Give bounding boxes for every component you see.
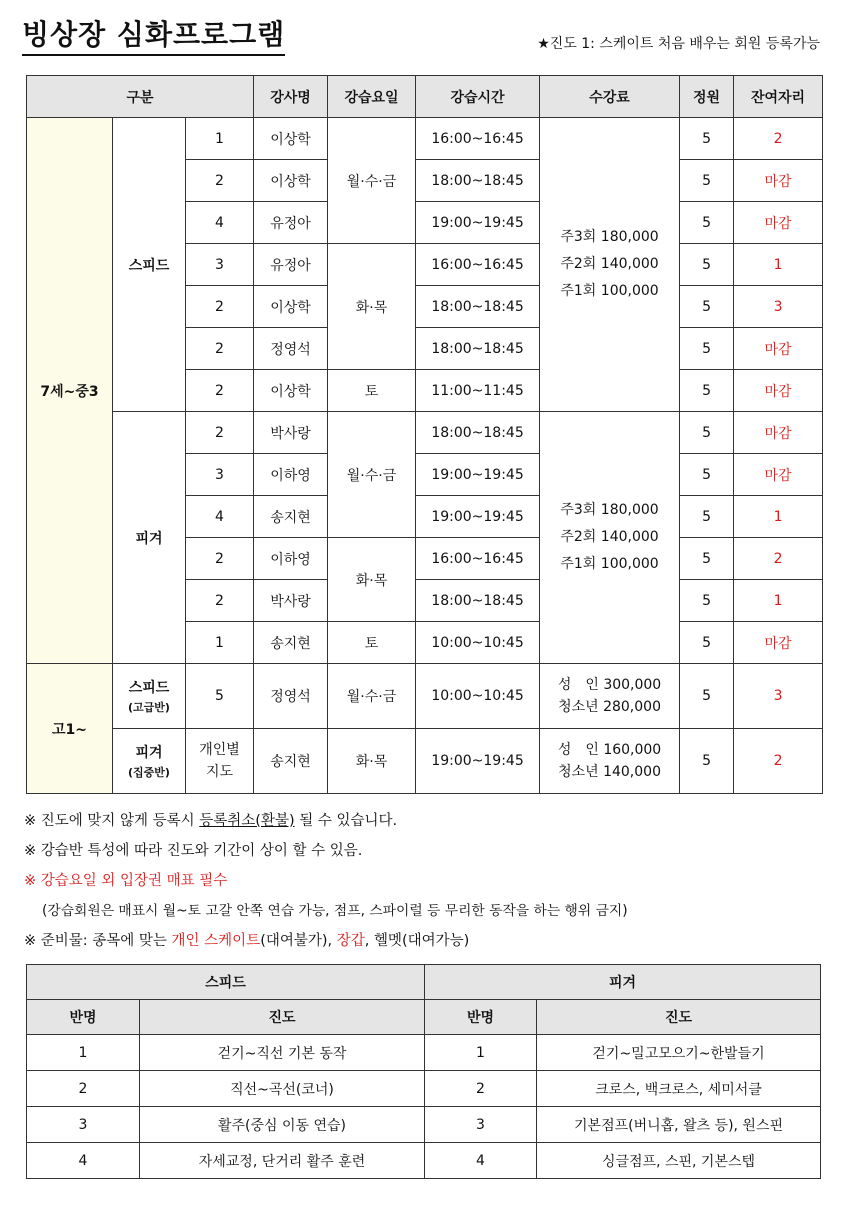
level-cell: 5 <box>186 664 254 729</box>
remaining-cell: 1 <box>734 244 823 286</box>
fee-line: 성 인 160,000 <box>557 742 662 758</box>
instructor-cell: 박사랑 <box>254 580 328 622</box>
class-cell: 1 <box>27 1035 140 1071</box>
fee-line: 주1회 100,000 <box>560 556 659 572</box>
category-label: 피겨 <box>135 745 163 761</box>
instructor-cell: 유정아 <box>254 202 328 244</box>
capacity-cell: 5 <box>680 622 734 664</box>
instructor-cell: 이상학 <box>254 286 328 328</box>
time-cell: 16:00~16:45 <box>416 244 540 286</box>
class-cell: 4 <box>425 1143 537 1179</box>
days-cell: 월·수·금 <box>328 118 416 244</box>
capacity-cell: 5 <box>680 286 734 328</box>
progress-cell: 직선~곡선(코너) <box>140 1071 425 1107</box>
level-cell: 1 <box>186 622 254 664</box>
time-cell: 19:00~19:45 <box>416 729 540 794</box>
days-cell: 화·목 <box>328 729 416 794</box>
level-cell: 1 <box>186 118 254 160</box>
fee-line: 청소년 280,000 <box>558 699 661 715</box>
note-text: ※ 준비물: 종목에 맞는 <box>24 933 172 949</box>
level-cell: 4 <box>186 202 254 244</box>
remaining-cell: 마감 <box>734 412 823 454</box>
capacity-cell: 5 <box>680 370 734 412</box>
notes-block <box>24 806 628 956</box>
fee-line: 성 인 300,000 <box>557 677 662 693</box>
progress-speed-title: 스피드 <box>27 965 425 1000</box>
instructor-cell: 유정아 <box>254 244 328 286</box>
time-cell: 11:00~11:45 <box>416 370 540 412</box>
fee-line: 주3회 180,000 <box>560 229 659 245</box>
category-speed-advanced <box>113 664 186 729</box>
fee-cell-intensive <box>540 729 680 794</box>
class-cell: 2 <box>425 1071 537 1107</box>
time-cell: 16:00~16:45 <box>416 118 540 160</box>
capacity-cell: 5 <box>680 202 734 244</box>
instructor-cell: 송지현 <box>254 622 328 664</box>
fee-line: 청소년 140,000 <box>558 764 661 780</box>
fee-line: 주2회 140,000 <box>560 256 659 272</box>
level-cell: 2 <box>186 412 254 454</box>
level-cell: 2 <box>186 328 254 370</box>
fee-line: 주2회 140,000 <box>560 529 659 545</box>
capacity-cell: 5 <box>680 729 734 794</box>
progress-cell: 활주(중심 이동 연습) <box>140 1107 425 1143</box>
category-speed: 스피드 <box>113 118 186 412</box>
level-cell: 2 <box>186 538 254 580</box>
level-cell: 2 <box>186 580 254 622</box>
remaining-cell: 3 <box>734 664 823 729</box>
page-title: 빙상장 심화프로그램 <box>22 18 285 56</box>
note-text: (대여불가), <box>260 933 337 949</box>
days-cell: 토 <box>328 370 416 412</box>
header-remaining: 잔여자리 <box>734 76 823 118</box>
remaining-cell: 마감 <box>734 328 823 370</box>
days-cell: 화·목 <box>328 244 416 370</box>
level-cell: 3 <box>186 454 254 496</box>
days-cell: 월·수·금 <box>328 412 416 538</box>
level-cell: 개인별 지도 <box>186 729 254 794</box>
note-line: ※ 강습요일 외 입장권 매표 필수 <box>24 873 228 889</box>
age-group-high: 고1~ <box>27 664 113 794</box>
capacity-cell: 5 <box>680 412 734 454</box>
level-cell: 2 <box>186 160 254 202</box>
time-cell: 19:00~19:45 <box>416 454 540 496</box>
time-cell: 16:00~16:45 <box>416 538 540 580</box>
capacity-cell: 5 <box>680 328 734 370</box>
progress-cell: 싱글점프, 스핀, 기본스텝 <box>537 1143 821 1179</box>
category-sublabel: (고급반) <box>128 701 170 714</box>
remaining-cell: 2 <box>734 538 823 580</box>
note-underlined: 등록취소(환불) <box>199 813 295 829</box>
fee-line: 주3회 180,000 <box>560 502 659 518</box>
table-row <box>27 664 823 729</box>
days-cell: 월·수·금 <box>328 664 416 729</box>
remaining-cell: 마감 <box>734 370 823 412</box>
class-cell: 1 <box>425 1035 537 1071</box>
capacity-cell: 5 <box>680 580 734 622</box>
level-cell: 4 <box>186 496 254 538</box>
remaining-cell: 2 <box>734 729 823 794</box>
progress-cell: 크로스, 백크로스, 세미서클 <box>537 1071 821 1107</box>
header-category: 구분 <box>27 76 254 118</box>
instructor-cell: 송지현 <box>254 729 328 794</box>
class-cell: 3 <box>425 1107 537 1143</box>
fee-cell-figure <box>540 412 680 664</box>
header-days: 강습요일 <box>328 76 416 118</box>
remaining-cell: 마감 <box>734 160 823 202</box>
time-cell: 18:00~18:45 <box>416 286 540 328</box>
note-line <box>24 806 628 836</box>
note-line: ※ 강습반 특성에 따라 진도와 기간이 상이 할 수 있음. <box>24 843 363 859</box>
category-figure-intensive <box>113 729 186 794</box>
progress-table <box>26 964 821 1179</box>
schedule-table <box>26 75 823 794</box>
table-row <box>27 412 823 454</box>
capacity-cell: 5 <box>680 160 734 202</box>
instructor-cell: 이하영 <box>254 454 328 496</box>
capacity-cell: 5 <box>680 664 734 729</box>
instructor-cell: 이하영 <box>254 538 328 580</box>
time-cell: 19:00~19:45 <box>416 496 540 538</box>
table-row <box>27 1035 821 1071</box>
remaining-cell: 마감 <box>734 622 823 664</box>
capacity-cell: 5 <box>680 244 734 286</box>
capacity-cell: 5 <box>680 454 734 496</box>
note-text: , 헬멧(대여가능) <box>364 933 470 949</box>
note-text: 될 수 있습니다. <box>294 813 398 829</box>
instructor-cell: 송지현 <box>254 496 328 538</box>
header-capacity: 정원 <box>680 76 734 118</box>
time-cell: 18:00~18:45 <box>416 160 540 202</box>
subtitle-note: ★진도 1: 스케이트 처음 배우는 회원 등록가능 <box>537 36 820 52</box>
header-instructor: 강사명 <box>254 76 328 118</box>
time-cell: 18:00~18:45 <box>416 328 540 370</box>
time-cell: 10:00~10:45 <box>416 622 540 664</box>
days-cell: 화·목 <box>328 538 416 622</box>
note-line: (강습회원은 매표시 월~토 고갈 안쪽 연습 가능, 점프, 스파이럴 등 무리한 동작을 하는 행위 금지) <box>42 903 628 919</box>
progress-cell: 걷기~직선 기본 동작 <box>140 1035 425 1071</box>
remaining-cell: 1 <box>734 580 823 622</box>
capacity-cell: 5 <box>680 538 734 580</box>
class-cell: 3 <box>27 1107 140 1143</box>
age-group-young: 7세~중3 <box>27 118 113 664</box>
fee-line: 주1회 100,000 <box>560 283 659 299</box>
class-header: 반명 <box>27 1000 140 1035</box>
capacity-cell: 5 <box>680 118 734 160</box>
time-cell: 10:00~10:45 <box>416 664 540 729</box>
days-cell: 토 <box>328 622 416 664</box>
table-row <box>27 729 823 794</box>
table-row <box>27 118 823 160</box>
table-row <box>27 1143 821 1179</box>
progress-cell: 기본점프(버니홉, 왈츠 등), 원스핀 <box>537 1107 821 1143</box>
class-cell: 2 <box>27 1071 140 1107</box>
progress-header: 진도 <box>140 1000 425 1035</box>
table-row <box>27 1071 821 1107</box>
remaining-cell: 3 <box>734 286 823 328</box>
remaining-cell: 2 <box>734 118 823 160</box>
instructor-cell: 박사랑 <box>254 412 328 454</box>
category-sublabel: (집중반) <box>128 766 170 779</box>
remaining-cell: 1 <box>734 496 823 538</box>
progress-cell: 자세교정, 단거리 활주 훈련 <box>140 1143 425 1179</box>
fee-cell-advanced <box>540 664 680 729</box>
fee-cell-speed <box>540 118 680 412</box>
header-time: 강습시간 <box>416 76 540 118</box>
category-figure: 피겨 <box>113 412 186 664</box>
class-header: 반명 <box>425 1000 537 1035</box>
time-cell: 18:00~18:45 <box>416 412 540 454</box>
level-cell: 3 <box>186 244 254 286</box>
note-highlight: 장갑 <box>336 933 365 949</box>
progress-cell: 걷기~밀고모으기~한발들기 <box>537 1035 821 1071</box>
class-cell: 4 <box>27 1143 140 1179</box>
time-cell: 19:00~19:45 <box>416 202 540 244</box>
note-line <box>24 926 628 956</box>
progress-figure-title: 피겨 <box>425 965 821 1000</box>
remaining-cell: 마감 <box>734 454 823 496</box>
capacity-cell: 5 <box>680 496 734 538</box>
remaining-cell: 마감 <box>734 202 823 244</box>
instructor-cell: 이상학 <box>254 370 328 412</box>
time-cell: 18:00~18:45 <box>416 580 540 622</box>
instructor-cell: 이상학 <box>254 160 328 202</box>
level-cell: 2 <box>186 286 254 328</box>
instructor-cell: 정영석 <box>254 328 328 370</box>
instructor-cell: 정영석 <box>254 664 328 729</box>
table-row <box>27 1107 821 1143</box>
level-cell: 2 <box>186 370 254 412</box>
progress-header: 진도 <box>537 1000 821 1035</box>
instructor-cell: 이상학 <box>254 118 328 160</box>
note-text: ※ 진도에 맞지 않게 등록시 <box>24 813 200 829</box>
header-fee: 수강료 <box>540 76 680 118</box>
note-highlight: 개인 스케이트 <box>171 933 261 949</box>
category-label: 스피드 <box>128 680 170 696</box>
